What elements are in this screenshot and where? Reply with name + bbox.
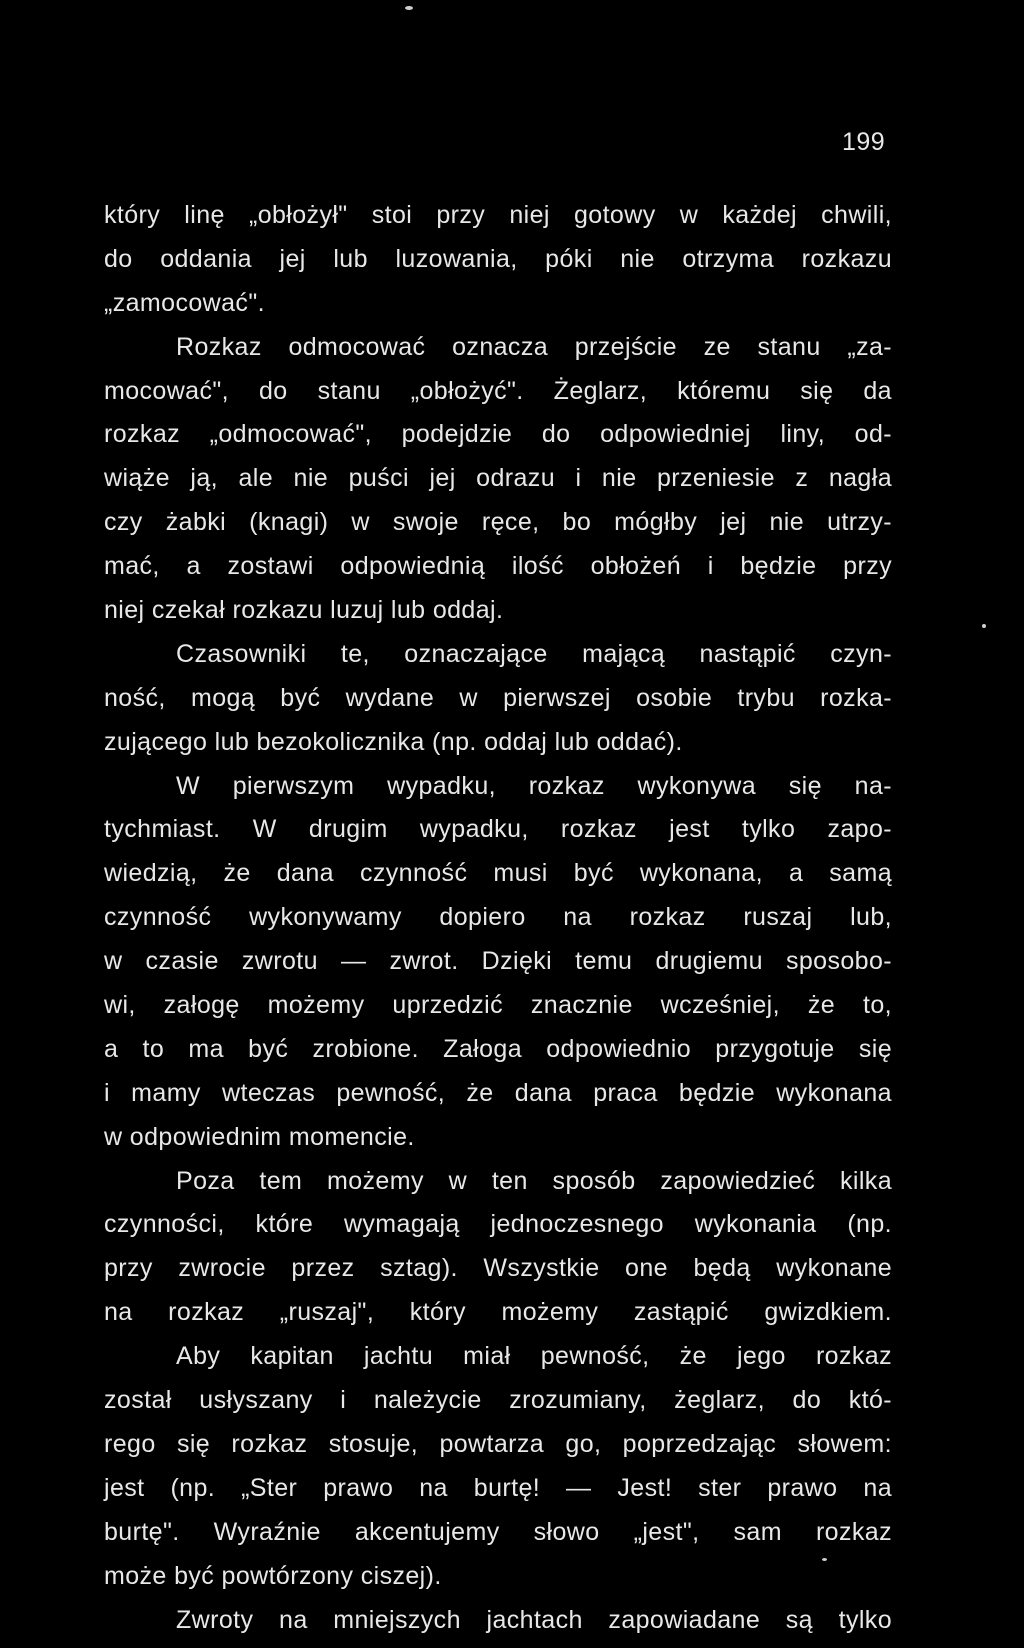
scan-speck xyxy=(822,1558,827,1561)
page-number: 199 xyxy=(842,128,885,157)
text-line: Czasowniki te, oznaczające mającą nastąpić czyn- xyxy=(104,639,892,683)
text-line: w czasie zwrotu — zwrot. Dzięki temu drugiemu sposobo- xyxy=(104,946,892,990)
text-line: który linę „obłożył" stoi przy niej gotowy w każdej chwili, xyxy=(104,200,892,244)
text-line: mocować", do stanu „obłożyć". Żeglarz, któremu się da xyxy=(104,376,892,420)
text-line: do oddania jej lub luzowania, póki nie otrzyma rozkazu xyxy=(104,244,892,288)
text-line: Zwroty na mniejszych jachtach zapowiadane są tylko xyxy=(104,1605,892,1648)
text-line: zującego lub bezokolicznika (np. oddaj lub oddać). xyxy=(104,727,892,771)
text-line: wi, załogę możemy uprzedzić znacznie wcześniej, że to, xyxy=(104,990,892,1034)
text-line: burtę". Wyraźnie akcentujemy słowo „jest", sam rozkaz xyxy=(104,1517,892,1561)
body-text xyxy=(104,200,892,1648)
text-line: Aby kapitan jachtu miał pewność, że jego rozkaz xyxy=(104,1341,892,1385)
text-line: rozkaz „odmocować", podejdzie do odpowiedniej liny, od- xyxy=(104,419,892,463)
text-line: W pierwszym wypadku, rozkaz wykonywa się na- xyxy=(104,771,892,815)
text-line: w odpowiednim momencie. xyxy=(104,1122,892,1166)
text-line: przy zwrocie przez sztag). Wszystkie one będą wykonane xyxy=(104,1253,892,1297)
text-line: wiąże ją, ale nie puści jej odrazu i nie przeniesie z nagła xyxy=(104,463,892,507)
text-line: czynność wykonywamy dopiero na rozkaz ruszaj lub, xyxy=(104,902,892,946)
text-line: wiedzią, że dana czynność musi być wykonana, a samą xyxy=(104,858,892,902)
text-line: mać, a zostawi odpowiednią ilość obłożeń i będzie przy xyxy=(104,551,892,595)
text-line: niej czekał rozkazu luzuj lub oddaj. xyxy=(104,595,892,639)
text-line: „zamocować". xyxy=(104,288,892,332)
text-line: czy żabki (knagi) w swoje ręce, bo mógłby jej nie utrzy- xyxy=(104,507,892,551)
text-line: został usłyszany i należycie zrozumiany, żeglarz, do któ- xyxy=(104,1385,892,1429)
text-line: rego się rozkaz stosuje, powtarza go, poprzedzając słowem: xyxy=(104,1429,892,1473)
text-line: Poza tem możemy w ten sposób zapowiedzieć kilka xyxy=(104,1166,892,1210)
text-line: ność, mogą być wydane w pierwszej osobie trybu rozka- xyxy=(104,683,892,727)
text-line: a to ma być zrobione. Załoga odpowiednio przygotuje się xyxy=(104,1034,892,1078)
text-line: i mamy wteczas pewność, że dana praca będzie wykonana xyxy=(104,1078,892,1122)
text-line: Rozkaz odmocować oznacza przejście ze stanu „za- xyxy=(104,332,892,376)
scan-speck xyxy=(982,624,986,628)
scan-speck xyxy=(405,6,413,10)
text-line: tychmiast. W drugim wypadku, rozkaz jest tylko zapo- xyxy=(104,814,892,858)
text-line: na rozkaz „ruszaj", który możemy zastąpić gwizdkiem. xyxy=(104,1297,892,1341)
text-line: jest (np. „Ster prawo na burtę! — Jest! ster prawo na xyxy=(104,1473,892,1517)
text-line: czynności, które wymagają jednoczesnego wykonania (np. xyxy=(104,1209,892,1253)
text-line: może być powtórzony ciszej). xyxy=(104,1561,892,1605)
